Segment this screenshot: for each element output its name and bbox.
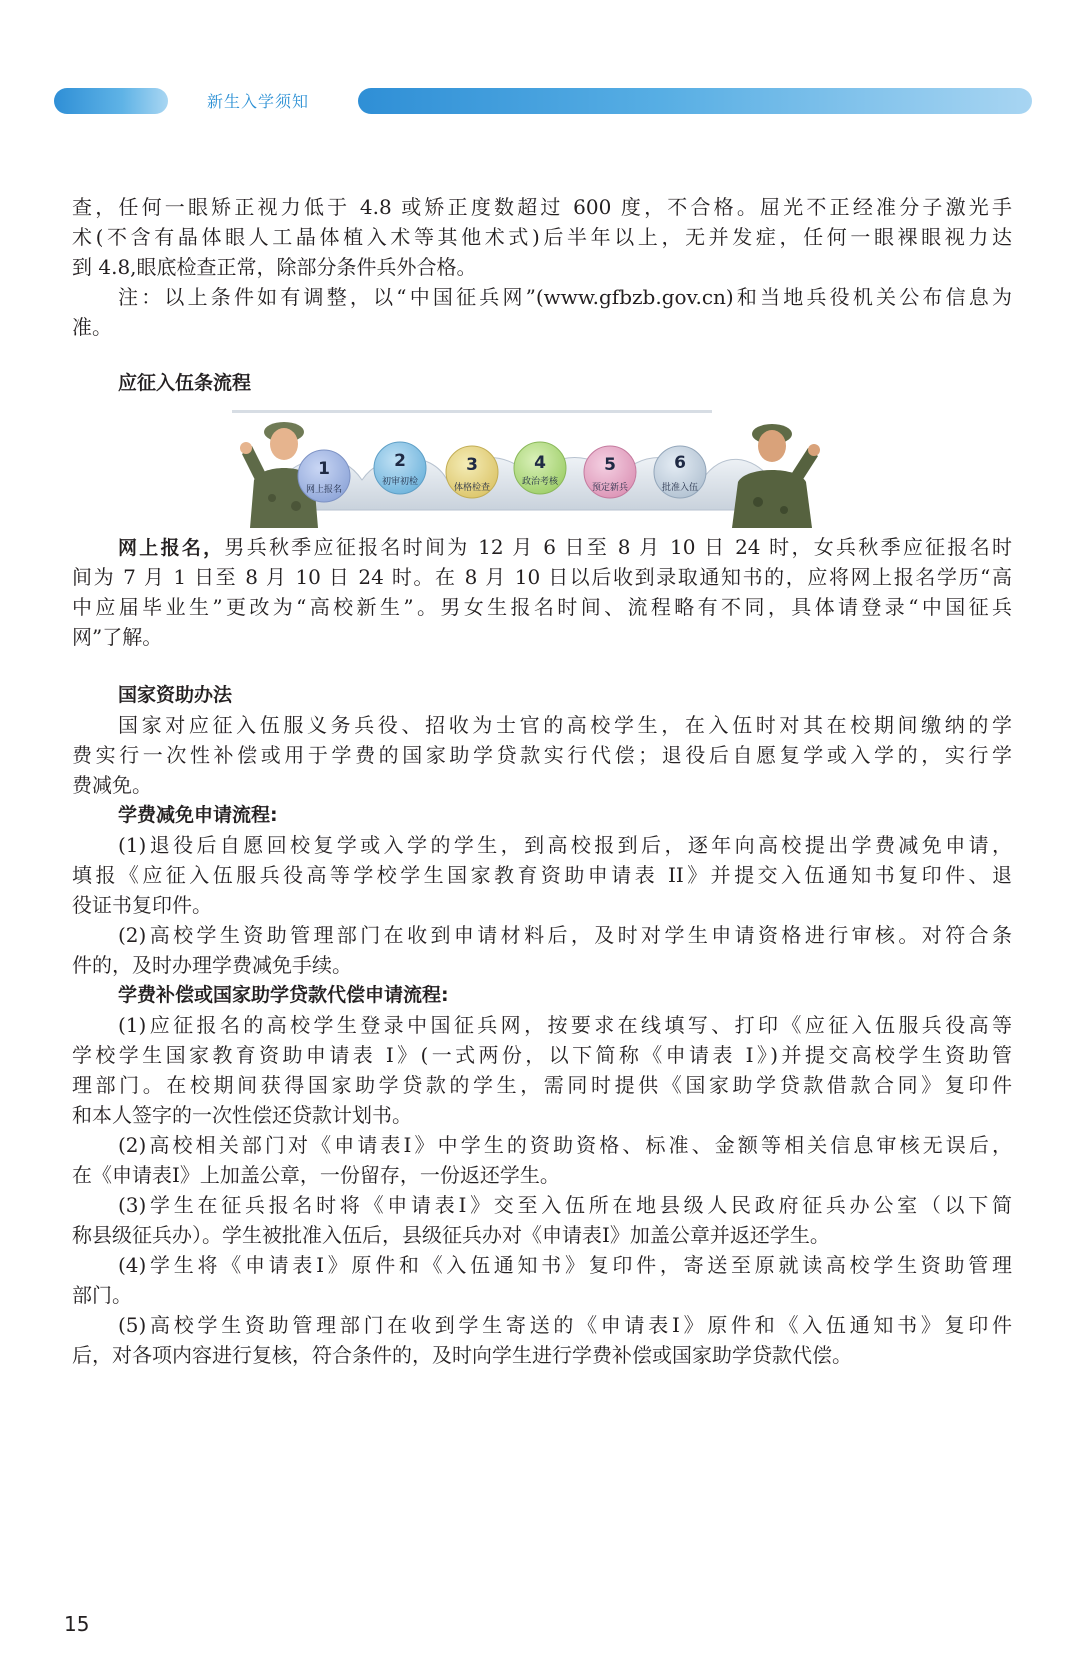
compensation-line: (4)学生将《申请表Ⅰ》原件和《入伍通知书》复印件，寄送至原就读高校学生资助管理 bbox=[118, 1253, 1012, 1277]
svg-text:批准入伍: 批准入伍 bbox=[661, 483, 699, 493]
process-step-3 bbox=[446, 446, 498, 498]
waiver-heading: 学费减免申请流程: bbox=[118, 804, 278, 826]
process-step-6 bbox=[654, 446, 706, 498]
svg-text:政治考核: 政治考核 bbox=[521, 477, 559, 487]
waiver-line: (1)退役后自愿回校复学或入学的学生，到高校报到后，逐年向高校提出学费减免申请， bbox=[118, 833, 1012, 857]
online-registration-line: 网”了解。 bbox=[72, 625, 163, 649]
compensation-line: (3)学生在征兵报名时将《申请表Ⅰ》交至入伍所在地县级人民政府征兵办公室（以下简 bbox=[118, 1193, 1012, 1217]
aid-intro-line: 费减免。 bbox=[72, 773, 152, 797]
svg-text:2: 2 bbox=[394, 451, 406, 471]
compensation-line: 后，对各项内容进行复核，符合条件的，及时向学生进行学费补偿或国家助学贷款代偿。 bbox=[72, 1343, 852, 1367]
waiver-line: (2)高校学生资助管理部门在收到申请材料后，及时对学生申请资格进行审核。对符合条 bbox=[118, 923, 1012, 947]
online-registration-line: 中应届毕业生”更改为“高校新生”。男女生报名时间、流程略有不同，具体请登录“中国征兵 bbox=[72, 595, 1012, 619]
compensation-line: 和本人签字的一次性偿还贷款计划书。 bbox=[72, 1103, 412, 1127]
compensation-line: 部门。 bbox=[72, 1283, 132, 1307]
process-step-2 bbox=[374, 442, 426, 494]
aid-intro-line: 费实行一次性补偿或用于学费的国家助学贷款实行代偿；退役后自愿复学或入学的，实行学 bbox=[72, 743, 1012, 767]
header-pill-right bbox=[358, 88, 1032, 114]
note-line: 准。 bbox=[72, 315, 112, 339]
aid-intro-line: 国家对应征入伍服义务兵役、招收为士官的高校学生，在入伍时对其在校期间缴纳的学 bbox=[118, 713, 1012, 737]
waiver-line: 件的，及时办理学费减免手续。 bbox=[72, 953, 352, 977]
page-number: 15 bbox=[64, 1612, 90, 1636]
online-registration-line: 间为 7 月 1 日至 8 月 10 日 24 时。在 8 月 10 日以后收到录取通知书的，应将网上报名学历“高 bbox=[72, 565, 1012, 589]
online-registration-lead: 网上报名， bbox=[118, 537, 225, 559]
intro-line: 术(不含有晶体眼人工晶体植入术等其他术式)后半年以上，无并发症，任何一眼裸眼视力达 bbox=[72, 225, 1012, 249]
header-pill-left bbox=[54, 88, 168, 114]
compensation-line: 理部门。在校期间获得国家助学贷款的学生，需同时提供《国家助学贷款借款合同》复印件 bbox=[72, 1073, 1012, 1097]
process-step-4 bbox=[514, 442, 566, 494]
process-step-1 bbox=[298, 450, 350, 502]
section-heading-flow: 应征入伍条流程 bbox=[118, 372, 252, 394]
svg-text:预定新兵: 预定新兵 bbox=[591, 483, 629, 493]
svg-text:6: 6 bbox=[674, 453, 686, 473]
enlistment-process-diagram bbox=[232, 410, 824, 528]
compensation-line: (5)高校学生资助管理部门在收到学生寄送的《申请表Ⅰ》原件和《入伍通知书》复印件 bbox=[118, 1313, 1012, 1337]
svg-text:4: 4 bbox=[534, 453, 546, 473]
waiver-line: 役证书复印件。 bbox=[72, 893, 212, 917]
svg-text:1: 1 bbox=[318, 459, 330, 479]
header-title: 新生入学须知 bbox=[207, 92, 310, 111]
svg-text:网上报名: 网上报名 bbox=[305, 485, 343, 495]
waiver-line: 填报《应征入伍服兵役高等学校学生国家教育资助申请表 II》并提交入伍通知书复印件、退 bbox=[72, 863, 1012, 887]
svg-text:5: 5 bbox=[604, 455, 616, 475]
compensation-line: (2)高校相关部门对《申请表Ⅰ》中学生的资助资格、标准、金额等相关信息审核无误后， bbox=[118, 1133, 1012, 1157]
compensation-line: 称县级征兵办）。学生被批准入伍后，县级征兵办对《申请表Ⅰ》加盖公章并返还学生。 bbox=[72, 1223, 830, 1247]
intro-line: 到 4.8,眼底检查正常，除部分条件兵外合格。 bbox=[72, 255, 477, 279]
note-line: 注：以上条件如有调整，以“中国征兵网”(www.gfbzb.gov.cn)和当地兵役机关公布信息为 bbox=[118, 285, 1012, 309]
svg-text:3: 3 bbox=[466, 455, 478, 475]
online-registration-text: 男兵秋季应征报名时间为 12 月 6 日至 8 月 10 日 24 时，女兵秋季应征报名时 bbox=[224, 535, 1012, 559]
svg-text:初审初检: 初审初检 bbox=[381, 477, 419, 487]
compensation-heading: 学费补偿或国家助学贷款代偿申请流程: bbox=[118, 984, 449, 1006]
process-step-5 bbox=[584, 446, 636, 498]
compensation-line: (1)应征报名的高校学生登录中国征兵网，按要求在线填写、打印《应征入伍服兵役高等 bbox=[118, 1013, 1012, 1037]
online-registration-line bbox=[118, 532, 1012, 563]
svg-text:体格检查: 体格检查 bbox=[453, 483, 491, 493]
intro-line: 查，任何一眼矫正视力低于 4.8 或矫正度数超过 600 度，不合格。屈光不正经准分子激光手 bbox=[72, 195, 1012, 219]
compensation-line: 在《申请表Ⅰ》上加盖公章，一份留存，一份返还学生。 bbox=[72, 1163, 560, 1187]
section-heading-aid: 国家资助办法 bbox=[118, 684, 233, 706]
compensation-line: 学校学生国家教育资助申请表 I》(一式两份，以下简称《申请表 I》)并提交高校学生资助管 bbox=[72, 1043, 1012, 1067]
